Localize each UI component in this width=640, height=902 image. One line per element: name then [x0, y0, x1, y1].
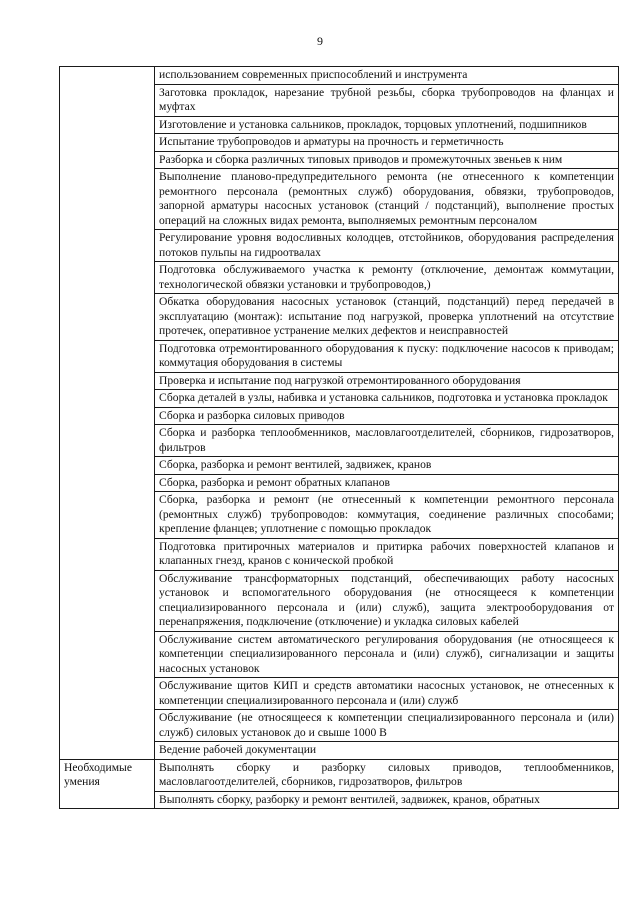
- labor-action-cell: Выполнение планово-предупредительного ремонта (не отнесенного к компетенции ремонтного персонала (ремонтных служб) оборудования, обвязки, трубопроводов, запорной арматуры насосных установок (станций / подстанций), выполнение простых операций на сложных видах ремонта, выполняемых ремонтным персоналом: [155, 169, 619, 230]
- qualification-table: [59, 66, 619, 809]
- labor-action-cell: Обслуживание систем автоматического регулирования оборудования (не относящееся к компетенции специализированного персонала и (или) служб), сигнализации и защиты насосных установок: [155, 631, 619, 678]
- labor-action-cell: Сборка, разборка и ремонт обратных клапанов: [155, 474, 619, 492]
- labor-action-cell: Подготовка притирочных материалов и притирка рабочих поверхностей клапанов и клапанных гнезд, кранов с конической пробкой: [155, 538, 619, 570]
- labor-action-cell: Заготовка прокладок, нарезание трубной резьбы, сборка трубопроводов на фланцах и муфтах: [155, 84, 619, 116]
- labor-action-cell: Сборка и разборка силовых приводов: [155, 407, 619, 425]
- labor-action-cell: Обслуживание щитов КИП и средств автоматики насосных установок, не отнесенных к компетенции специализированного персонала и (или) служб: [155, 678, 619, 710]
- labor-action-row: [60, 67, 619, 85]
- labor-action-cell: Испытание трубопроводов и арматуры на прочность и герметичность: [155, 134, 619, 152]
- skill-cell: Выполнять сборку, разборку и ремонт вентилей, задвижек, кранов, обратных: [155, 791, 619, 809]
- page-number: 9: [317, 34, 323, 48]
- labor-action-cell: Ведение рабочей документации: [155, 742, 619, 760]
- skill-cell: Выполнять сборку и разборку силовых приводов, теплообменников, масловлагоотделителей, сборников, гидрозатворов, фильтров: [155, 759, 619, 791]
- labor-action-cell: Регулирование уровня водосливных колодцев, отстойников, оборудования распределения потоков пульпы на гидроотвалах: [155, 230, 619, 262]
- labor-action-cell: Сборка и разборка теплообменников, масловлагоотделителей, сборников, гидрозатворов, фильтров: [155, 425, 619, 457]
- labor-action-cell: Подготовка отремонтированного оборудования к пуску: подключение насосов к приводам; коммутация оборудования в системы: [155, 340, 619, 372]
- labor-actions-label-cell: [60, 67, 155, 760]
- labor-action-cell: Сборка деталей в узлы, набивка и установка сальников, подготовка и установка прокладок: [155, 390, 619, 408]
- labor-action-cell: Подготовка обслуживаемого участка к ремонту (отключение, демонтаж коммутации, технологической обвязки установки и трубопроводов,): [155, 262, 619, 294]
- labor-action-cell: Обкатка оборудования насосных установок (станций, подстанций) перед передачей в эксплуатацию (монтаж): испытание под нагрузкой, проверка уплотнений на отсутствие протечек, оперативное устранение мелких дефектов и неисправностей: [155, 294, 619, 341]
- labor-action-cell: использованием современных приспособлений и инструмента: [155, 67, 619, 85]
- labor-action-cell: Проверка и испытание под нагрузкой отремонтированного оборудования: [155, 372, 619, 390]
- skill-row: [60, 759, 619, 791]
- labor-action-cell: Разборка и сборка различных типовых приводов и промежуточных звеньев к ним: [155, 151, 619, 169]
- table-body: [60, 67, 619, 809]
- labor-action-cell: Обслуживание трансформаторных подстанций, обеспечивающих работу насосных установок и вспомогательного оборудования (не относящееся к компетенции специализированного персонала и (или) служб), защита электрооборудования от перенапряжения, подключение (отключение) и укладка силовых кабелей: [155, 570, 619, 631]
- labor-action-cell: Сборка, разборка и ремонт вентилей, задвижек, кранов: [155, 457, 619, 475]
- skills-label-cell: Необходимые умения: [60, 759, 155, 809]
- labor-action-cell: Изготовление и установка сальников, прокладок, торцовых уплотнений, подшипников: [155, 116, 619, 134]
- labor-action-cell: Обслуживание (не относящееся к компетенции специализированного персонала и (или) служб) силовых установок до и свыше 1000 В: [155, 710, 619, 742]
- labor-action-cell: Сборка, разборка и ремонт (не отнесенный к компетенции ремонтного персонала (ремонтных служб) трубопроводов: коммутация, соединение различных способами; крепление фланцев; уплотнение с помощью прокладок: [155, 492, 619, 539]
